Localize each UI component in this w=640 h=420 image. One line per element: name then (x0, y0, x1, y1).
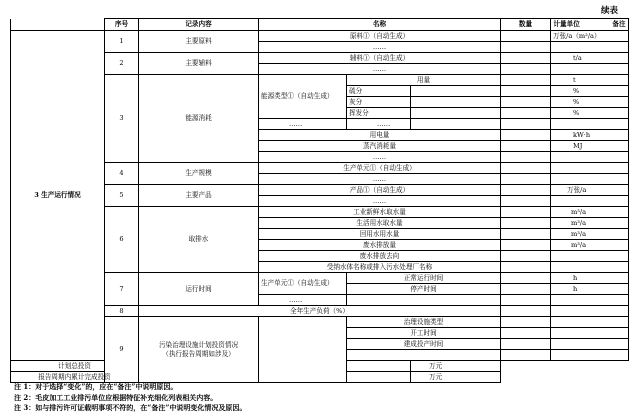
row-3-ellipsis-b: …… (347, 119, 411, 130)
row-2-unit: t/a (551, 53, 629, 64)
row-9-label-line1: 污染治理设施计划投资情况 (158, 340, 239, 349)
row-9-spacer (347, 350, 501, 361)
header-content: 记录内容 (139, 19, 259, 31)
row-3-ash: 灰分 (347, 97, 411, 108)
row-4-ellipsis: …… (259, 174, 501, 185)
note-2: 注 2：毛皮加工工业排污单位应根据特征补充细化列表相关内容。 (14, 392, 218, 402)
row-6-label: 取排水 (139, 207, 259, 273)
row-3-power: 用电量 (259, 130, 501, 141)
row-3-volatile: 挥发分 (347, 108, 411, 119)
corner-cell (11, 19, 105, 31)
row-4-label: 生产规模 (139, 163, 259, 185)
row-1-label: 主要原料 (139, 31, 259, 53)
row-7-stop-unit: h (551, 284, 629, 295)
row-9-blank (259, 317, 347, 383)
row-5-label: 主要产品 (139, 185, 259, 207)
row-3-usage-unit: t (551, 75, 629, 86)
row-6-waste: 废水排放量 (259, 240, 501, 251)
row-1-ellipsis: …… (259, 42, 501, 53)
row-9-commission: 建成投产时间 (347, 339, 501, 350)
row-6-reuse-unit: m³/a (551, 229, 629, 240)
row-6-reuse: 回用水用水量 (259, 229, 501, 240)
header-qty: 数量 (501, 19, 551, 31)
row-8-no: 8 (105, 306, 139, 317)
row-7-normal: 正常运行时间 (347, 273, 501, 284)
row-2-ellipsis: …… (259, 64, 501, 75)
header-unit: 计量单位 (553, 20, 580, 29)
row-7-label: 运行时间 (139, 273, 259, 306)
row-9-type: 治理设施类型 (347, 317, 501, 328)
row-2-no: 2 (105, 53, 139, 75)
row-4-name: 生产单元①（自动生成） (259, 163, 501, 174)
row-3-ellipsis-c: …… (259, 152, 501, 163)
row-9-label-line2: （执行报告周期如涉及） (162, 349, 235, 358)
row-5-unit: 万张/a (551, 185, 629, 196)
row-3-power-unit: kW·h (551, 130, 629, 141)
row-3-sulfur-unit: % (551, 86, 629, 97)
row-9-total: 计划总投资 (11, 361, 139, 372)
row-6-domestic: 生活用水取水量 (259, 218, 501, 229)
row-3-ash-unit: % (551, 97, 629, 108)
header-index: 序号 (105, 19, 139, 31)
row-6-fresh: 工业新鲜水取水量 (259, 207, 501, 218)
row-9-cumulative-unit: 万元 (411, 372, 501, 383)
row-7-ellipsis: …… (259, 295, 347, 306)
row-7-normal-unit: h (551, 273, 629, 284)
note-3: 注 3：如与排污许可证载明事项不符的，在“备注”中说明变化情况及原因。 (14, 403, 247, 412)
row-9-label (139, 317, 259, 383)
row-9-total-unit: 万元 (411, 361, 501, 372)
row-7-unit-name: 生产单元①（自动生成） (259, 273, 347, 295)
header-name: 名称 (259, 19, 501, 31)
row-7-no: 7 (105, 273, 139, 306)
continued-label: 续表 (600, 6, 618, 16)
row-8-label: 全年生产负荷（%） (139, 306, 501, 317)
row-1-unit: 万张/a（m²/a） (551, 31, 629, 42)
row-6-fresh-unit: m³/a (551, 207, 629, 218)
row-9-cumulative: 报告周期内累计完成投资 (11, 372, 139, 383)
note-1: 注 1：对于选择“变化”的，应在“备注”中说明原因。 (14, 382, 178, 391)
row-2-label: 主要辅料 (139, 53, 259, 75)
row-1-no: 1 (105, 31, 139, 53)
row-4-no: 4 (105, 163, 139, 185)
row-3-usage: 用量 (347, 75, 501, 86)
row-6-domestic-unit: m³/a (551, 218, 629, 229)
notes (14, 382, 246, 414)
row-6-direction: 废水排放去向 (259, 251, 501, 262)
header-unit-remark (551, 19, 629, 31)
section-label: 3 生产运行情况 (11, 31, 105, 361)
row-2-name: 辅料①（自动生成） (259, 53, 501, 64)
row-6-receiver: 受纳水体名称或排入污水处理厂名称 (259, 262, 501, 273)
row-9-start: 开工时间 (347, 328, 501, 339)
row-3-volatile-unit: % (551, 108, 629, 119)
row-3-sulfur: 硫分 (347, 86, 411, 97)
production-table (10, 18, 629, 383)
row-3-steam: 蒸汽消耗量 (259, 141, 501, 152)
row-1-name: 原料①（自动生成） (259, 31, 501, 42)
header-remark: 备注 (612, 20, 626, 29)
row-9-no: 9 (105, 317, 139, 383)
row-6-no: 6 (105, 207, 139, 273)
table-header-row (11, 19, 629, 31)
row-6-waste-unit: m³/a (551, 240, 629, 251)
row-3-energy-type: 能源类型①（自动生成） (259, 75, 347, 119)
row-3-no: 3 (105, 75, 139, 163)
row-5-no: 5 (105, 185, 139, 207)
row-7-stop: 停产时间 (347, 284, 501, 295)
row-3-steam-unit: MJ (551, 141, 629, 152)
row-5-name: 产品①（自动生成） (259, 185, 501, 196)
row-5-ellipsis: …… (259, 196, 501, 207)
row-3-ellipsis-a: …… (259, 119, 347, 130)
row-3-label: 能源消耗 (139, 75, 259, 163)
